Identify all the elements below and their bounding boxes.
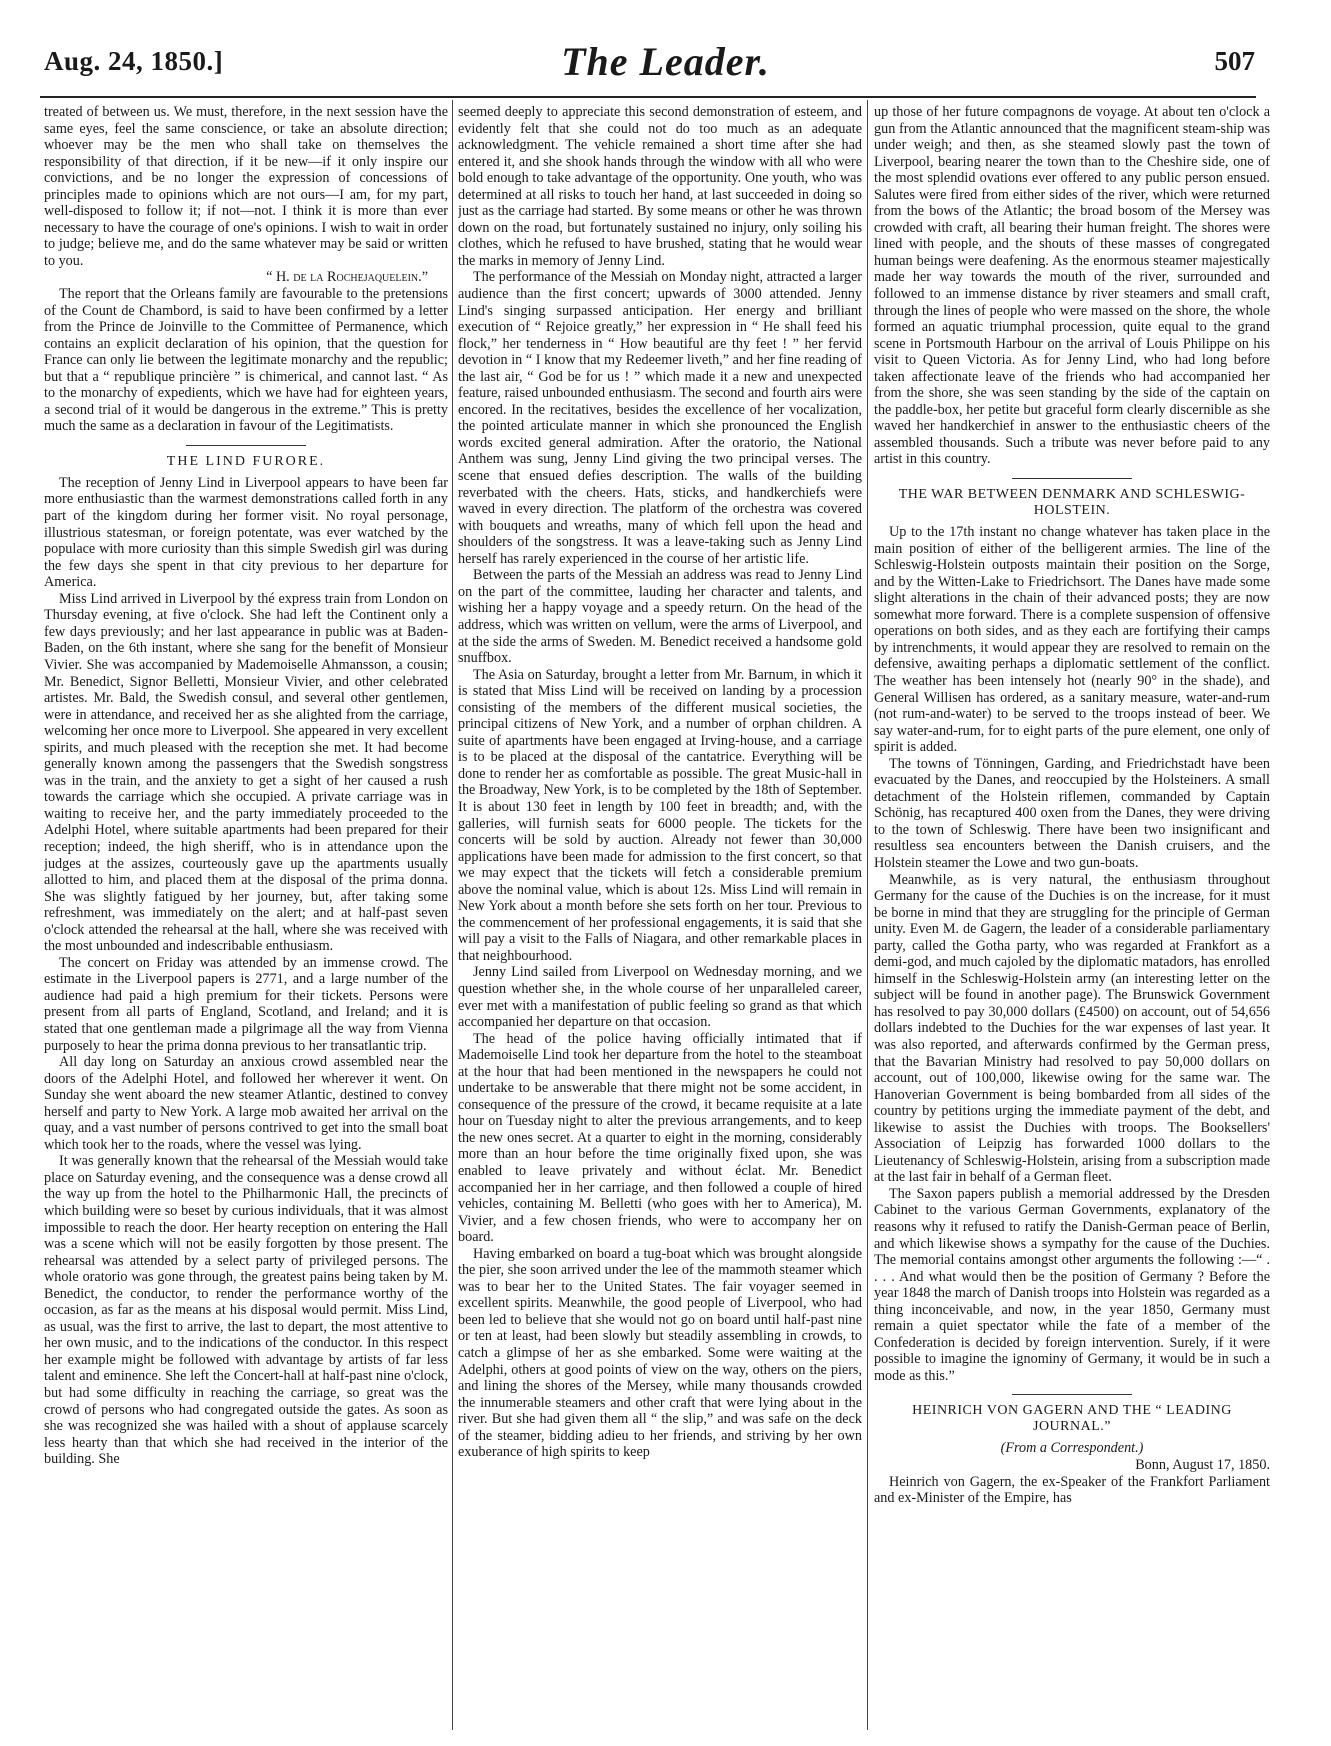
- paragraph: The towns of Tönningen, Garding, and Friedrichstadt have been evacuated by the Danes, and reoccupied by the Holsteiners. A small detachment of the Holstein riflemen, commanded by Captain Schönig, has recaptured 400 oxen from the Danes, they were driving to the town of Schleswig. There have been two insignificant and resultless sea encounters between the Danish cruisers, and the Holstein steamer the Lowe and two gun-boats.: [874, 755, 1270, 871]
- column-divider: [452, 100, 453, 1730]
- paragraph: It was generally known that the rehearsal of the Messiah would take place on Saturday evening, and the consequence was a dense crowd all the way up from the hotel to the Philharmonic Hall, the precincts of which building were so beset by curious individuals, that it was almost impossible to reach the door. Her hearty reception on entering the Hall was a scene which will not be easily forgotten by those present. The rehearsal was attended by a select party of privileged persons. The whole oratorio was gone through, the greatest pains being taken by M. Benedict, the conductor, to render the performance worthy of the occasion, as far as the means at his disposal would permit. Miss Lind, as usual, was the first to arrive, the last to depart, the most attentive to her own music, and to the indications of the conductor. In this respect her example might be followed with advantage by artists of far less talent and eminence. She left the Concert-hall at half-past nine o'clock, but had some difficulty in reaching the carriage, so great was the crowd of persons who had congregated outside the gates. As soon as she was recognized she was hailed with a shout of applause scarcely less hearty than that which she had received in the interior of the building. She: [44, 1153, 448, 1468]
- byline: (From a Correspondent.): [1000, 1440, 1144, 1457]
- paragraph: Between the parts of the Messiah an address was read to Jenny Lind on the part of the committee, lauding her character and talents, and wishing her a happy voyage and a speedy return. On the head of the address, which was written on vellum, were the arms of Liverpool, and at the side the arms of Sweden. M. Benedict received a handsome gold snuffbox.: [458, 567, 862, 667]
- dateline: Bonn, August 17, 1850.: [1135, 1457, 1270, 1474]
- section-divider: [1012, 1394, 1132, 1395]
- article-heading: THE WAR BETWEEN DENMARK AND SCHLESWIG-HOLSTEIN.: [898, 487, 1246, 519]
- masthead-rule: [40, 96, 1256, 98]
- paragraph: The Asia on Saturday, brought a letter from Mr. Barnum, in which it is stated that Miss Lind will be received on landing by a procession consisting of the members of the different musical societies, the principal citizens of New York, and a number of orphan children. A suite of apartments have been engaged at Irving-house, and a carriage is to be placed at the disposal of the cantatrice. Everything will be done to render her as comfortable as possible. The great Music-hall in the Broadway, New York, is to be completed by the 18th of September. It is about 130 feet in length by 100 feet in breadth; and, with the galleries, will furnish seats for 6000 people. The tickets for the concerts will be sold by auction. Already not fewer than 30,000 applications have been made for admission to the first concert, so that we may expect that the tickets will fetch a considerable premium above the nominal value, which is about 12s. Miss Lind will remain in New York about a month before she sets forth on her tour. Previous to the commencement of her professional engagements, it is said that she will pay a visit to the Falls of Niagara, and other remarkable places in that neighbourhood.: [458, 666, 862, 964]
- section-divider: [186, 445, 306, 446]
- column-1: [44, 104, 448, 1734]
- page-number: 507: [1214, 46, 1255, 76]
- masthead: [0, 0, 1331, 100]
- paragraph: All day long on Saturday an anxious crowd assembled near the doors of the Adelphi Hotel, and followed her wherever it went. On Sunday she went aboard the new steamer Atlantic, destined to convey herself and party to New York. A large mob awaited her arrival on the quay, and a vast number of persons contrived to get into the small boat which took her to the roads, where the vessel was lying.: [44, 1054, 448, 1153]
- paragraph: Having embarked on board a tug-boat which was brought alongside the pier, she soon arrived under the lee of the mammoth steamer which was to bear her to the United States. The fair voyager seemed in excellent spirits. Meanwhile, the good people of Liverpool, who had been led to believe that she would not go on board until half-past nine or ten at least, had been slowly but steadily assembling in crowds, to catch a glimpse of her as she embarked. Some were waiting at the Adelphi, others at good points of view on the way, others on the piers, and lining the shores of the Mersey, while many thousands crowded the innumerable steamers and other craft that were lying about in the river. But she had given them all “ the slip,” and was safe on the deck of the steamer, bidding adieu to her friends, and striving by her own exuberance of high spirits to keep: [458, 1245, 862, 1461]
- newspaper-title: The Leader.: [561, 39, 770, 84]
- paragraph: up those of her future compagnons de voyage. At about ten o'clock a gun from the Atlantic announced that the magnificent steam-ship was under weigh; and then, as she steamed slowly past the town of Liverpool, bearing nearer the town than to the Cheshire side, one of the most splendid ovations ever offered to any public person ensued. Salutes were fired from either sides of the river, which were returned from the bows of the Atlantic; the broad bosom of the Mersey was crowded with craft, all bearing their human freight. The shores were lined with people, and the shouts of these masses of congregated human beings were deafening. As the enormous steamer majestically made her way towards the mouth of the river, surrounded and followed to an immense distance by river steamers and small craft, through the lines of people who were massed on the shore, the whole formed an aquatic triumphal procession, quite equal to the grand scene in Portsmouth Harbour on the arrival of Louis Philippe on his visit to Queen Victoria. As for Jenny Lind, who had long before taken affectionate leave of the friends who had accompanied her from the shore, she was seen standing by the side of the captain on the paddle-box, her petite but graceful form clearly discernible as she waved her handkerchief in answer to the enthusiastic cheers of the assembled thousands. Such a tribute was never before paid to any artist in this country.: [874, 104, 1270, 468]
- column-3: [874, 104, 1270, 1734]
- column-2: [458, 104, 862, 1734]
- paragraph: Jenny Lind sailed from Liverpool on Wednesday morning, and we question whether she, in the whole course of her unparalleled career, ever met with a manifestation of public feeling so grand as that which accompanied her departure on that occasion.: [458, 964, 862, 1031]
- article-heading: HEINRICH VON GAGERN AND THE “ LEADING JOURNAL.”: [912, 1403, 1232, 1435]
- section-divider: [1012, 478, 1132, 479]
- paragraph: Miss Lind arrived in Liverpool by thé express train from London on Thursday evening, at five o'clock. She had left the Continent only a few days previously; and her last appearance in public was at Baden-Baden, on the 6th instant, where she sang for the benefit of Monsieur Vivier. She was accompanied by Mademoiselle Ahmansson, a cousin; Mr. Benedict, Signor Belletti, Monsieur Vivier, and other celebrated artistes. Mr. Bald, the Swedish consul, and several other gentlemen, were in attendance, and received her as she alighted from the carriage, welcoming her once more to Liverpool. She appeared in very excellent spirits, and much pleased with the reception she met. It had become generally known among the passengers that the Swedish songstress was in the train, and the anxiety to get a sight of her caused a rush towards the carriage which she occupied. A private carriage was in waiting to receive her, and the party immediately proceeded to the Adelphi Hotel, where suitable apartments had been prepared for their reception; indeed, the high sheriff, who is in attendance upon the judges at the assizes, courteously gave up the apartments usually allotted to him, and placed them at the disposal of the prima donna. She was slightly fatigued by her journey, but, after taking some refreshment, was immediately on the alert; and at half-past seven o'clock attended the rehearsal at the hall, where she was received with the most unbounded and indescribable enthusiasm.: [44, 590, 448, 955]
- column-divider: [867, 100, 868, 1730]
- paragraph: The reception of Jenny Lind in Liverpool appears to have been far more enthusiastic than the warmest demonstrations called forth in any part of the kingdom during her former visit. No royal personage, illustrious statesman, or foreign potentate, was ever watched by the populace with more curiosity than this simple Swedish girl was during the few days she spent in that city previous to her departure for America.: [44, 474, 448, 591]
- paragraph: Heinrich von Gagern, the ex-Speaker of the Frankfort Parliament and ex-Minister of the Empire, has: [874, 1473, 1270, 1507]
- paragraph: Meanwhile, as is very natural, the enthusiasm throughout Germany for the cause of the Duchies is on the increase, for it must be borne in mind that they are struggling for the principle of German unity. Even M. de Gagern, the leader of a considerable parliamentary party, called the Gotha party, who was regarded at Frankfort as a demi-god, and much cajoled by the diplomatic matadors, has enrolled himself in the Schleswig-Holstein army (an interesting letter on the subject will be found in another page). The Brunswick Government has resolved to pay 30,000 dollars (£4500) on account, out of 54,656 dollars indebted to the Duchies for the war expenses of last year. It was also reported, and afterwards confirmed by the German press, that the Bavarian Ministry had resolved to pay 50,000 dollars on account, out of 100,000, likewise owing for the same war. The Hanoverian Government is being bombarded from all sides of the country by petitions urging the immediate payment of the debt, and likewise to assist the Duchies with troops. The Booksellers' Association of Leipzig has forwarded 1000 dollars to the Lieutenancy of Schleswig-Holstein, arising from a subscription made at the last fair in behalf of a German fleet.: [874, 871, 1270, 1186]
- article-heading: THE LIND FURORE.: [166, 453, 326, 469]
- paragraph: treated of between us. We must, therefore, in the next session have the same eyes, feel the same conscience, or take an absolute direction; whoever may be the men who shall take on themselves the responsibility of that direction, if it be new—if it only inspire our convictions, and be no longer the expression of concessions of principles made to opinions which are not ours—I am, for my part, well-disposed to follow it; if not—not. I think it is more than ever necessary to have the courage of one's opinions. I wish to wait in order to judge; believe me, and do the same whatever may be said or written to you.: [44, 104, 448, 269]
- paragraph: The head of the police having officially intimated that if Mademoiselle Lind took her departure from the hotel to the steamboat at the hour that had been mentioned in the newspapers he could not undertake to be answerable that there might not be some accident, in consequence of the pressure of the crowd, it became requisite at a late hour on Tuesday night to alter the previous arrangements, and to keep the new ones secret. At a quarter to eight in the morning, considerably more than an hour before the time originally fixed upon, she was enabled to leave privately and without éclat. Mr. Benedict accompanied her in her carriage, and then followed a couple of hired vehicles, containing M. Belletti (who goes with her to America), M. Vivier, and a few chosen friends, who were to accompany her on board.: [458, 1030, 862, 1246]
- issue-date: Aug. 24, 1850.]: [44, 46, 224, 76]
- paragraph: The Saxon papers publish a memorial addressed by the Dresden Cabinet to the various German Governments, explanatory of the reasons why it refused to ratify the Danish-German peace of Berlin, and which likewise shows a sympathy for the cause of the Duchies. The memorial contains amongst other arguments the following :—“ . . . . And what would then be the position of Germany ? Before the year 1848 the march of Danish troops into Holstein was regarded as a thing inconceivable, and now, in the year 1850, Germany must remain a quiet spectator while the fate of a member of the Confederation is decided by foreign intervention. Surely, if it were possible to imagine the ignominy of Germany, it would be in such a mode as this.”: [874, 1185, 1270, 1384]
- signature: “ H. de la Rochejaquelein.”: [266, 269, 428, 286]
- paragraph: The report that the Orleans family are favourable to the pretensions of the Count de Chambord, is said to have been confirmed by a letter from the Prince de Joinville to the Committee of Permanence, which contains an explicit declaration of his opinion, that the question for France can only lie between the legitimate monarchy and the republic; but that a “ republique princière ” is chimerical, and cannot last. “ As to the monarchy of expedients, which we have had for eighteen years, a second trial of it would be dangerous in the extreme.” This is pretty much the same as a declaration in favour of the Legitimatists.: [44, 286, 448, 435]
- paragraph: seemed deeply to appreciate this second demonstration of esteem, and evidently felt that she could not do too much as an adequate acknowledgment. The vehicle remained a short time after she had entered it, and she shook hands through the window with all who were bold enough to take advantage of the opportunity. One youth, who was determined at all risks to touch her hand, at last succeeded in doing so just as the carriage had started. By some means or other he was thrown down on the road, but fortunately sustained no injury, only soiling his clothes, which he refused to have brushed, stating that he would wear the marks in memory of Jenny Lind.: [458, 104, 862, 269]
- paragraph: The concert on Friday was attended by an immense crowd. The estimate in the Liverpool papers is 2771, and a large number of the audience had paid a high premium for their tickets. Persons were present from all parts of England, Scotland, and Ireland; and it is stated that one gentleman made a pilgrimage all the way from Vienna purposely to hear the prima donna previous to her transatlantic trip.: [44, 954, 448, 1054]
- paragraph: The performance of the Messiah on Monday night, attracted a larger audience than the first concert; upwards of 3000 attended. Jenny Lind's singing surpassed anticipation. Her energy and brilliant execution of “ Rejoice greatly,” her expression in “ He shall feed his flock,” her tenderness in “ How beautiful are thy feet ! ” her fervid devotion in “ I know that my Redeemer liveth,” and her fine reading of the last air, “ God be for us ! ” which made it a new and unexpected feature, raised unbounded enthusiasm. The second and fourth airs were encored. In the recitatives, besides the excellence of her vocalization, the pointed articulate manner in which she pronounced the English words excited general admiration. After the oratorio, the National Anthem was sung, Jenny Lind giving the two principal verses. The scene that ensued defies description. The walls of the building reverbated with the cheers. Hats, sticks, and handkerchiefs were waved in every direction. The platform of the orchestra was covered with bouquets and wreaths, many of which fell upon the head and shoulders of the songstress. It was a leave-taking such as Jenny Lind herself has rarely experienced in the course of her artistic life.: [458, 269, 862, 567]
- paragraph: Up to the 17th instant no change whatever has taken place in the main position of either of the belligerent armies. The line of the Schleswig-Holstein outposts maintain their position on the Sorge, and by the Witten-Lake to Friedrichsort. The Danes have made some slight alterations in the chain of their advanced posts; they are now somewhat more forward. There is a complete suspension of offensive operations on both sides, and as they each are fortifying their camps by intrenchments, it would appear they are resolved to remain on the defensive, awaiting perhaps a diplomatic settlement of the conflict. The weather has been intensely hot (nearly 90° in the shade), and General Willisen has ordered, as a sanitary measure, water-and-rum (not rum-and-water) to be served to the troops instead of beer. We say water-and-rum, for to eight parts of the pure element, one only of spirit is added.: [874, 524, 1270, 756]
